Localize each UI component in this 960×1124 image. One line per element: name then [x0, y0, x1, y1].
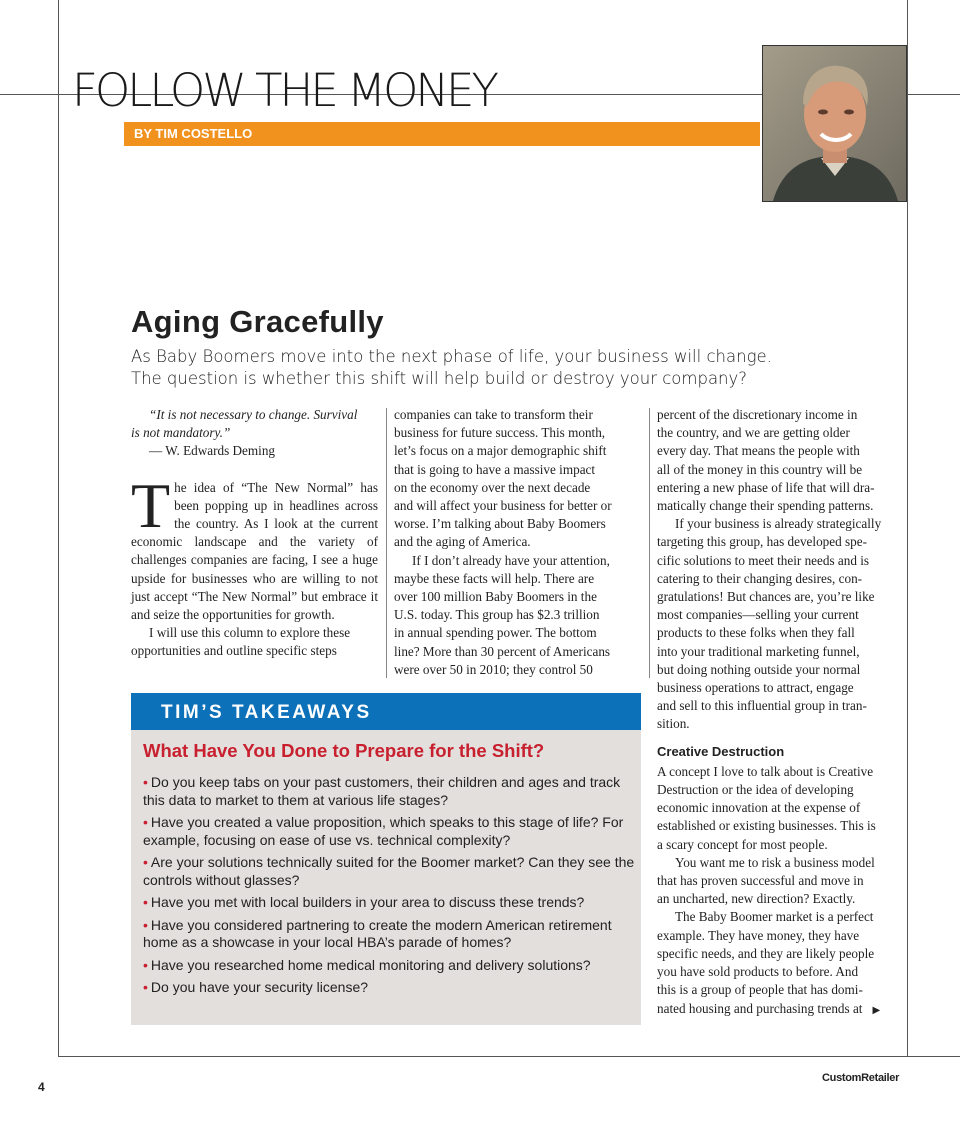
bullet-icon: • — [143, 854, 148, 870]
opening-paragraph — [131, 469, 378, 625]
body-line: opportunities and outline specific steps — [131, 643, 337, 659]
body-line: worse. I’m talking about Baby Boomers — [394, 516, 606, 532]
byline: BY TIM COSTELLO — [134, 126, 253, 141]
body-line: targeting this group, has developed spe- — [657, 534, 867, 550]
deck-line: As Baby Boomers move into the next phase of life, your business will change. — [131, 347, 772, 366]
paragraph-text: he idea of “The New Normal” has been popping up in headlines across the country. As I look at the current economic landscape and the variety of challenges companies are facing, I see a huge upside for businesses who are willing to not just accept “The New Normal” but embrace it and seize the opportunities for growth. — [131, 479, 378, 623]
body-line: U.S. today. This group has $2.3 trillion — [394, 607, 600, 623]
article-column-2 — [394, 406, 641, 679]
body-line: line? More than 30 percent of Americans — [394, 643, 611, 659]
body-line: and sell to this influential group in tran- — [657, 698, 867, 714]
takeaway-item — [143, 894, 635, 912]
author-photo — [762, 45, 907, 202]
body-line: sition. — [657, 716, 690, 732]
section-kicker: FOLLOW THE MONEY — [72, 64, 496, 117]
takeaway-item — [143, 957, 635, 975]
takeaway-text: Do you have your security license? — [150, 979, 369, 995]
body-line: over 100 million Baby Boomers in the — [394, 589, 597, 605]
body-line: this is a group of people that has domi- — [657, 982, 863, 998]
body-line: A concept I love to talk about is Creative — [657, 763, 874, 779]
body-line: that is going to have a massive impact — [394, 461, 596, 477]
epigraph-attribution: — W. Edwards Deming — [149, 443, 276, 459]
body-line: were over 50 in 2010; they control 50 — [394, 661, 593, 677]
body-line: I will use this column to explore these — [149, 625, 351, 641]
body-line: every day. That means the people with — [657, 443, 860, 459]
drop-cap: T — [131, 469, 171, 541]
body-line: into your traditional marketing funnel, — [657, 643, 860, 659]
body-line: that has proven successful and move in — [657, 873, 864, 889]
body-line: If I don’t already have your attention, — [412, 552, 610, 568]
article-column-1 — [131, 406, 378, 661]
column-divider — [386, 408, 387, 678]
body-line: specific needs, and they are likely people — [657, 945, 875, 961]
bullet-icon: • — [143, 956, 148, 973]
bullet-icon: • — [143, 916, 148, 933]
body-line: percent of the discretionary income in — [657, 407, 858, 422]
body-line: a scary concept for most people. — [657, 836, 828, 852]
takeaway-text: Have you researched home medical monitoring and delivery solutions? — [150, 956, 591, 973]
body-line: companies can take to transform their — [394, 407, 593, 422]
epigraph-line: is not mandatory.” — [131, 425, 231, 441]
body-line: entering a new phase of life that will dra- — [657, 479, 875, 495]
body-line: economic innovation at the expense of — [657, 800, 861, 816]
bullet-icon: • — [143, 774, 148, 790]
body-line: If your business is already strategically — [675, 516, 882, 532]
article-headline: Aging Gracefully — [131, 304, 384, 339]
body-line: catering to their changing desires, con- — [657, 570, 863, 586]
takeaway-text: Have you created a value proposition, which speaks to this stage of life? For example, focusing on ease of use vs. technical complexity? — [143, 814, 624, 848]
body-line: products to these folks when they fall — [657, 625, 855, 641]
body-line-last — [657, 1000, 907, 1020]
takeaway-text: Do you keep tabs on your past customers, their children and ages and track this data to market to them at various life stages? — [143, 774, 621, 808]
takeaways-subtitle: What Have You Done to Prepare for the Shift? — [143, 740, 545, 761]
deck-line: The question is whether this shift will help build or destroy your company? — [131, 369, 748, 388]
body-line: and the aging of America. — [394, 534, 531, 550]
bullet-icon: • — [143, 979, 148, 995]
takeaways-title: TIM’S TAKEAWAYS — [161, 702, 372, 723]
body-line: established or existing businesses. This is — [657, 818, 876, 834]
column-divider — [649, 408, 650, 678]
epigraph-line: “It is not necessary to change. Survival — [149, 407, 358, 422]
article-deck — [131, 346, 771, 390]
takeaway-item — [143, 774, 635, 809]
author-portrait-illustration — [763, 46, 906, 201]
takeaway-text: Have you met with local builders in your area to discuss these trends? — [150, 894, 585, 910]
takeaway-text: Have you considered partnering to create the modern American retirement home as a showcase in your local HBA’s parade of homes? — [143, 916, 612, 950]
body-line: an uncharted, new direction? Exactly. — [657, 891, 856, 907]
body-line: and will affect your business for better or — [394, 498, 612, 514]
body-line: in annual spending power. The bottom — [394, 625, 597, 641]
takeaway-item — [143, 854, 635, 889]
top-rule-right — [906, 94, 960, 95]
body-line: let’s focus on a major demographic shift — [394, 443, 607, 459]
body-line: all of the money in this country will be — [657, 461, 863, 477]
body-line: Destruction or the idea of developing — [657, 782, 854, 798]
page-number: 4 — [38, 1080, 45, 1094]
body-line: business operations to attract, engage — [657, 680, 854, 696]
takeaway-text: Are your solutions technically suited for the Boomer market? Can they see the controls without glasses? — [143, 854, 635, 888]
magazine-name: CustomRetailer — [822, 1072, 900, 1084]
body-line: The Baby Boomer market is a perfect — [675, 909, 874, 925]
section-subhead: Creative Destruction — [657, 743, 785, 759]
body-line: the country, and we are getting older — [657, 425, 850, 441]
takeaways-list — [143, 774, 635, 1002]
body-line: maybe these facts will help. There are — [394, 570, 595, 586]
takeaway-item — [143, 814, 635, 849]
body-line: business for future success. This month, — [394, 425, 606, 441]
body-line: most companies—selling your current — [657, 607, 859, 623]
body-line: matically change their spending patterns. — [657, 498, 874, 514]
takeaway-item — [143, 979, 635, 997]
article-column-3 — [657, 406, 907, 1020]
bottom-rule — [58, 1056, 960, 1057]
bullet-icon: • — [143, 814, 148, 830]
body-line: but doing nothing outside your normal — [657, 661, 861, 677]
right-margin-rule — [907, 0, 908, 1057]
body-line: gratulations! But chances are, you’re like — [657, 589, 875, 605]
takeaway-item — [143, 917, 635, 952]
body-line: You want me to risk a business model — [675, 854, 875, 870]
body-line: you have sold products to before. And — [657, 964, 859, 980]
continue-arrow-icon: ▶ — [872, 1004, 881, 1016]
left-margin-rule — [58, 0, 59, 1057]
body-line: cific solutions to meet their needs and is — [657, 552, 870, 568]
body-line: on the economy over the next decade — [394, 479, 591, 495]
bullet-icon: • — [143, 894, 148, 910]
body-line: nated housing and purchasing trends at — [657, 1000, 863, 1016]
body-line: example. They have money, they have — [657, 927, 860, 943]
